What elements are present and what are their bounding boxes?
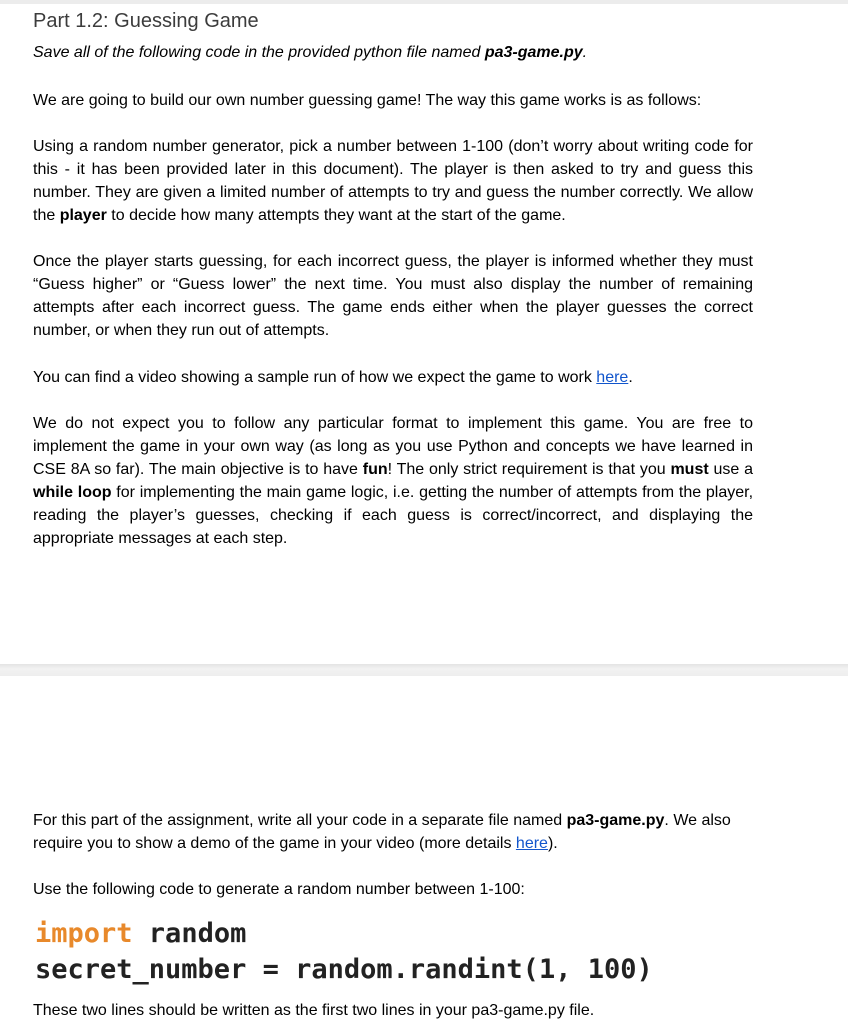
separate-file-paragraph: For this part of the assignment, write all your code in a separate file named pa3-game.py. We also require you to show a demo of the game in your video (more details here). [33, 812, 731, 852]
format-paragraph: We do not expect you to follow any particular format to implement this game. You are free to implement the game in your own way (as long as you use Python and concepts we have learned in CSE 8A so far). The main objective is to have fun! The only strict requirement is that you must use a while loop for implementing the main game logic, i.e. getting the number of attempts from the player, reading the player’s guesses, checking if each guess is correct/incorrect, and displaying the appropriate messages at each step. [33, 415, 754, 547]
filename-bold: pa3-game.py [566, 812, 665, 829]
code-block [35, 916, 755, 988]
save-note: Save all of the following code in the provided python file named pa3-game.py. [33, 44, 588, 61]
section-heading: Part 1.2: Guessing Game [33, 10, 259, 32]
guessing-paragraph: Once the player starts guessing, for each incorrect guess, the player is informed whether they must “Guess higher” or “Guess lower” the next time. You must also display the number of remaining attempts after each incorrect guess. The game ends either when the player guesses the correct number, or when they run out of attempts. [33, 253, 753, 339]
code-line-2: secret_number = random.randint(1, 100) [35, 954, 653, 985]
while-loop-bold: while loop [33, 484, 112, 501]
video-paragraph: You can find a video showing a sample run of how we expect the game to work here. [33, 369, 633, 386]
footer-paragraph: These two lines should be written as the first two lines in your pa3-game.py file. [33, 1002, 595, 1019]
save-note-filename: pa3-game.py [484, 44, 583, 61]
random-number-paragraph: Using a random number generator, pick a number between 1-100 (don’t worry about writing code for this - it has been provided later in this document). The player is then asked to try and guess this number. They are given a limited number of attempts to try and guess the number correctly. We allow the player to decide how many attempts they want at the start of the game. [33, 138, 753, 224]
document-page-2 [0, 676, 848, 1024]
video-here-link[interactable]: here [596, 369, 629, 386]
fun-bold: fun [362, 461, 388, 478]
use-code-paragraph: Use the following code to generate a random number between 1-100: [33, 881, 525, 898]
demo-details-here-link[interactable]: here [515, 835, 548, 852]
player-bold: player [59, 207, 107, 224]
must-bold: must [670, 461, 709, 478]
import-keyword: import [35, 918, 133, 949]
page-separator [0, 664, 848, 676]
code-line-1: import random [35, 918, 247, 949]
page-top-border [0, 0, 848, 4]
intro-paragraph: We are going to build our own number guessing game! The way this game works is as follows: [33, 92, 702, 109]
save-note-text: Save all of the following code in the provided python file named [33, 44, 485, 61]
